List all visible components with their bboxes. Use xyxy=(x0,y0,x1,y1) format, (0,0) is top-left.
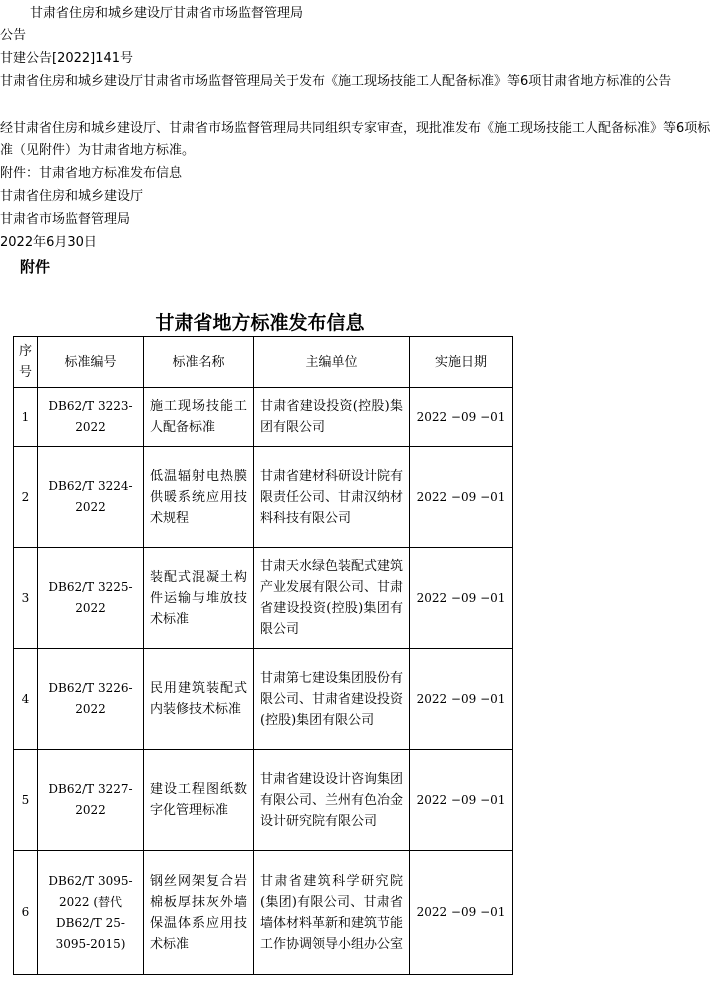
row-editor: 甘肃省建材科研设计院有限责任公司、甘肃汉纳材料科技有限公司 xyxy=(254,447,410,548)
row-editor: 甘肃第七建设集团股份有限公司、甘肃省建设投资(控股)集团有限公司 xyxy=(254,649,410,750)
row-name: 施工现场技能工人配备标准 xyxy=(144,388,254,447)
row-no: 5 xyxy=(14,750,38,851)
row-date: 2022 −09 −01 xyxy=(410,447,513,548)
row-name: 建设工程图纸数字化管理标准 xyxy=(144,750,254,851)
table-row xyxy=(14,548,513,649)
table-header-row xyxy=(14,337,513,388)
row-editor: 甘肃省建设投资(控股)集团有限公司 xyxy=(254,388,410,447)
row-name: 钢丝网架复合岩棉板厚抹灰外墙保温体系应用技术标准 xyxy=(144,851,254,975)
doc-title: 甘肃省住房和城乡建设厅甘肃省市场监督管理局关于发布《施工现场技能工人配备标准》等6项甘肃省地方标准的公告 xyxy=(0,74,672,89)
header-name: 标准名称 xyxy=(144,337,254,388)
table-row xyxy=(14,649,513,750)
row-no: 2 xyxy=(14,447,38,548)
row-no: 1 xyxy=(14,388,38,447)
signature-issuer-2: 甘肃省市场监督管理局 xyxy=(0,212,131,227)
header-date: 实施日期 xyxy=(410,337,513,388)
issuers-heading: 甘肃省住房和城乡建设厅甘肃省市场监督管理局 xyxy=(30,6,304,21)
signature-issuer-1: 甘肃省住房和城乡建设厅 xyxy=(0,189,144,204)
signature-date: 2022年6月30日 xyxy=(0,235,97,250)
attachment-label: 附件 xyxy=(20,258,51,276)
row-code: DB62/T 3223-2022 xyxy=(38,388,144,447)
row-no: 6 xyxy=(14,851,38,975)
attachment-note: 附件：甘肃省地方标准发布信息 xyxy=(0,166,183,181)
row-editor: 甘肃天水绿色装配式建筑产业发展有限公司、甘肃省建设投资(控股)集团有限公司 xyxy=(254,548,410,649)
doc-number: 甘建公告[2022]141号 xyxy=(0,51,134,66)
doc-type: 公告 xyxy=(0,28,27,43)
row-name: 民用建筑装配式内装修技术标准 xyxy=(144,649,254,750)
row-date: 2022 −09 −01 xyxy=(410,388,513,447)
row-date: 2022 −09 −01 xyxy=(410,548,513,649)
row-name: 低温辐射电热膜供暖系统应用技术规程 xyxy=(144,447,254,548)
row-code: DB62/T 3225-2022 xyxy=(38,548,144,649)
table-title: 甘肃省地方标准发布信息 xyxy=(155,312,365,334)
header-code: 标准编号 xyxy=(38,337,144,388)
table-row xyxy=(14,750,513,851)
row-code: DB62/T 3227-2022 xyxy=(38,750,144,851)
row-date: 2022 −09 −01 xyxy=(410,851,513,975)
row-code: DB62/T 3226-2022 xyxy=(38,649,144,750)
row-no: 3 xyxy=(14,548,38,649)
table-row xyxy=(14,388,513,447)
standards-table xyxy=(13,336,513,975)
row-name: 装配式混凝土构件运输与堆放技术标准 xyxy=(144,548,254,649)
row-editor: 甘肃省建筑科学研究院(集团)有限公司、甘肃省墙体材料革新和建筑节能工作协调领导小组办公室 xyxy=(254,851,410,975)
row-code: DB62/T 3224-2022 xyxy=(38,447,144,548)
header-editor: 主编单位 xyxy=(254,337,410,388)
body-paragraph: 经甘肃省住房和城乡建设厅、甘肃省市场监督管理局共同组织专家审查，现批准发布《施工现场技能工人配备标准》等6项标准（见附件）为甘肃省地方标准。 xyxy=(0,121,711,158)
row-no: 4 xyxy=(14,649,38,750)
row-date: 2022 −09 −01 xyxy=(410,750,513,851)
row-date: 2022 −09 −01 xyxy=(410,649,513,750)
header-no: 序号 xyxy=(14,337,38,388)
table-row xyxy=(14,851,513,975)
table-row xyxy=(14,447,513,548)
row-code: DB62/T 3095-2022 (替代 DB62/T 25-3095-2015) xyxy=(38,851,144,975)
row-editor: 甘肃省建设设计咨询集团有限公司、兰州有色冶金设计研究院有限公司 xyxy=(254,750,410,851)
